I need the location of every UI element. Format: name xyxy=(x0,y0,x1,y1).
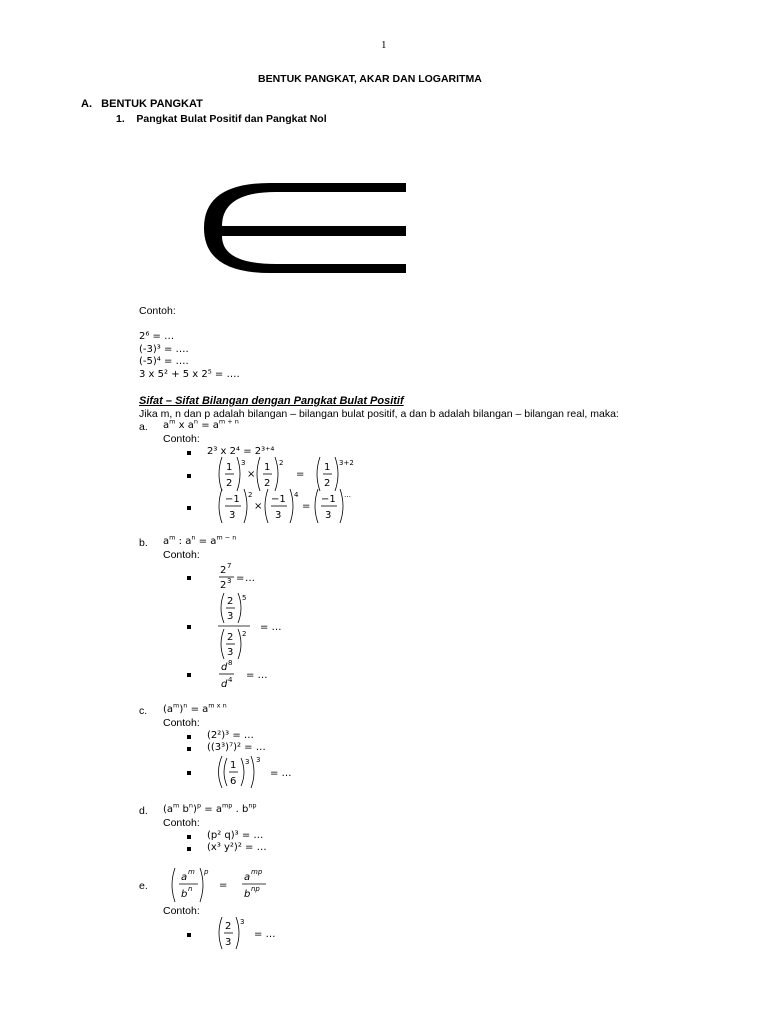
svg-text:= …: = … xyxy=(246,670,268,681)
bullet xyxy=(187,771,191,775)
rule-e-example-1 xyxy=(214,915,294,951)
rule-a-example-3 xyxy=(214,487,374,525)
svg-text:3: 3 xyxy=(240,918,245,926)
page-number: 1 xyxy=(381,39,387,51)
rule-d-formula: ($a^m$ $b^n)^p = a^{mp}$ . $b^{np}$ xyxy=(163,801,257,815)
rule-d-label: d. xyxy=(139,805,148,817)
svg-text:1: 1 xyxy=(324,462,331,473)
bullet xyxy=(187,474,191,478)
svg-text:np: np xyxy=(251,885,260,893)
section-heading-a: A. BENTUK PANGKAT xyxy=(81,98,203,110)
rule-b-contoh: Contoh: xyxy=(163,549,200,561)
svg-text:m: m xyxy=(188,868,195,876)
svg-text:4: 4 xyxy=(294,491,299,499)
bullet xyxy=(187,933,191,937)
svg-text:3: 3 xyxy=(256,756,261,764)
bullet xyxy=(187,576,191,580)
svg-text:8: 8 xyxy=(228,659,233,667)
svg-text:…: … xyxy=(344,491,351,499)
rule-a-formula: $a^m$ x $a^n = a^{m + n}$ xyxy=(163,417,239,431)
rule-c-example-1: (2²)³ = … xyxy=(207,730,254,741)
svg-text:1: 1 xyxy=(226,462,233,473)
svg-text:2: 2 xyxy=(220,580,227,591)
svg-text:b: b xyxy=(181,889,188,900)
svg-text:b: b xyxy=(244,889,251,900)
svg-text:2: 2 xyxy=(226,478,233,489)
svg-text:2: 2 xyxy=(227,632,234,643)
rule-e-formula xyxy=(168,866,278,904)
rule-c-example-2: ((3³)⁷)² = … xyxy=(207,742,266,753)
svg-text:3: 3 xyxy=(225,937,232,948)
svg-text:−1: −1 xyxy=(271,494,286,505)
contoh-label: Contoh: xyxy=(139,305,176,317)
rule-a-example-1: 2³ x 2⁴ = 2³⁺⁴ xyxy=(207,446,275,457)
example-3: (-5)⁴ = …. xyxy=(139,356,189,367)
svg-text:=: = xyxy=(236,573,245,584)
example-2: (-3)³ = …. xyxy=(139,344,189,355)
rule-b-label: b. xyxy=(139,537,148,549)
svg-text:−1: −1 xyxy=(321,494,336,505)
svg-text:3: 3 xyxy=(325,510,332,521)
svg-text:6: 6 xyxy=(230,776,237,787)
rule-d-example-1: (p² q)³ = … xyxy=(207,830,264,841)
svg-text:×: × xyxy=(254,501,263,512)
svg-text:4: 4 xyxy=(228,676,233,684)
svg-text:3: 3 xyxy=(229,510,236,521)
rule-b-example-3 xyxy=(214,657,284,693)
svg-text:2: 2 xyxy=(248,491,253,499)
svg-text:3: 3 xyxy=(227,611,234,622)
document-title: BENTUK PANGKAT, AKAR DAN LOGARITMA xyxy=(258,73,482,85)
bullet xyxy=(187,625,191,629)
svg-text:2: 2 xyxy=(264,478,271,489)
sifat-heading: Sifat – Sifat Bilangan dengan Pangkat Bulat Positif xyxy=(139,395,404,407)
example-4: 3 x 5² + 5 x 2⁵ = …. xyxy=(139,369,240,380)
svg-text:×: × xyxy=(247,469,256,480)
svg-text:mp: mp xyxy=(251,868,263,876)
svg-text:2: 2 xyxy=(324,478,331,489)
subsection-heading-1: 1. Pangkat Bulat Positif dan Pangkat Nol xyxy=(116,113,327,125)
svg-text:=: = xyxy=(296,469,305,480)
rule-d-contoh: Contoh: xyxy=(163,817,200,829)
svg-text:1: 1 xyxy=(264,462,271,473)
bullet xyxy=(187,847,191,851)
rule-e-label: e. xyxy=(139,880,148,892)
rule-d-example-2: (x³ y²)² = … xyxy=(207,842,267,853)
svg-text:2: 2 xyxy=(225,921,232,932)
rule-b-example-2 xyxy=(214,591,294,661)
svg-text:= …: = … xyxy=(254,929,276,940)
svg-text:5: 5 xyxy=(242,594,247,602)
svg-text:3: 3 xyxy=(227,577,232,585)
sifat-intro: Jika m, n dan p adalah bilangan – bilangan bulat positif, a dan b adalah bilangan – bilangan real, maka: xyxy=(139,408,619,420)
svg-text:2: 2 xyxy=(220,565,227,576)
rule-b-formula: $a^m$ : $a^n = a^{m - n}$ xyxy=(163,533,237,547)
bullet xyxy=(187,506,191,510)
svg-text:2: 2 xyxy=(227,596,234,607)
bullet xyxy=(187,451,191,455)
bullet xyxy=(187,747,191,751)
svg-text:a: a xyxy=(244,872,251,883)
svg-text:…: … xyxy=(245,573,255,584)
example-1: 2⁶ = … xyxy=(139,331,175,342)
svg-text:1: 1 xyxy=(230,760,237,771)
svg-text:3: 3 xyxy=(227,647,234,658)
bullet xyxy=(187,735,191,739)
rule-a-contoh: Contoh: xyxy=(163,433,200,445)
bullet xyxy=(187,835,191,839)
rule-b-example-1 xyxy=(214,560,274,592)
rule-c-example-3 xyxy=(214,754,304,790)
svg-text:3: 3 xyxy=(241,459,246,467)
svg-text:=: = xyxy=(302,501,311,512)
rule-e-contoh: Contoh: xyxy=(163,905,200,917)
svg-text:3: 3 xyxy=(245,758,250,766)
exponent-definition-graphic xyxy=(200,178,412,278)
svg-text:2: 2 xyxy=(242,630,247,638)
svg-text:p: p xyxy=(204,868,209,876)
svg-text:=: = xyxy=(219,880,228,891)
svg-text:3+2: 3+2 xyxy=(339,459,354,467)
rule-c-label: c. xyxy=(139,705,148,717)
svg-text:3: 3 xyxy=(275,510,282,521)
svg-text:= …: = … xyxy=(260,622,282,633)
bullet xyxy=(187,673,191,677)
svg-text:−1: −1 xyxy=(225,494,240,505)
svg-text:a: a xyxy=(181,872,188,883)
svg-text:n: n xyxy=(188,885,193,893)
rule-a-label: a. xyxy=(139,421,148,433)
rule-c-formula: $(a^m)^n = a^{m x n}$ xyxy=(163,701,227,715)
rule-c-contoh: Contoh: xyxy=(163,717,200,729)
svg-text:d: d xyxy=(221,679,228,690)
svg-text:2: 2 xyxy=(279,459,284,467)
svg-text:7: 7 xyxy=(227,562,232,570)
svg-text:= …: = … xyxy=(270,768,292,779)
svg-text:d: d xyxy=(221,662,228,673)
